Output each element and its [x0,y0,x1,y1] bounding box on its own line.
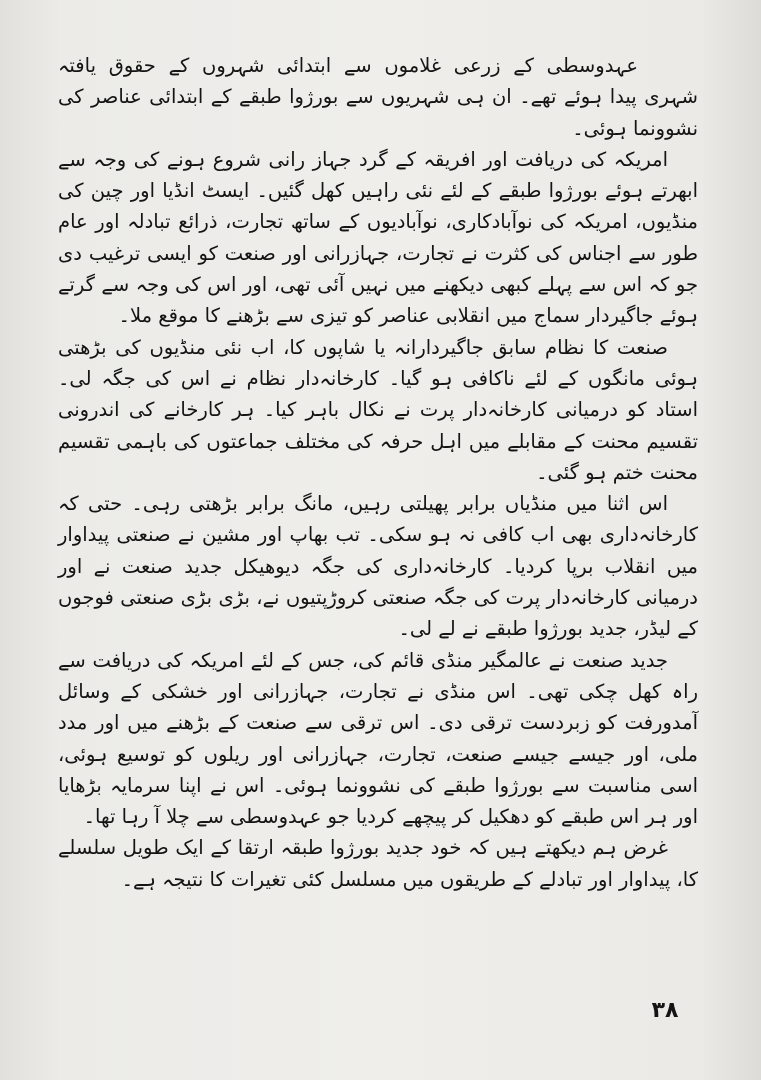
paragraph-4: اس اثنا میں منڈیاں برابر پھیلتی رہیں، مانگ برابر بڑھتی رہی۔ حتی کہ کارخانہ‌داری بھی اب کافی نہ ہو سکی۔ تب بھاپ اور مشین نے صنعتی پیداوار میں انقلاب برپا کردیا۔ کارخانہ‌داری کی جگہ دیوھیکل جدید صنعت نے اور درمیانی کارخانہ‌دار پرت کی جگہ صنعتی کروڑپتیوں نے، بڑی بڑی صنعتی فوجوں کے لیڈر، جدید بورژوا طبقے نے لے لی۔ [58,492,698,641]
paragraph-6: غرض ہم دیکھتے ہیں کہ خود جدید بورژوا طبقہ ارتقا کے ایک طویل سلسلے کا، پیداوار اور تبادلے کے طریقوں میں مسلسل کئی تغیرات کا نتیجہ ہے۔ [58,836,698,891]
body-text [58,50,698,895]
paragraph-2: امریکہ کی دریافت اور افریقہ کے گرد جہاز رانی شروع ہونے کی وجہ سے ابھرتے ہوئے بورژوا طبقے کے لئے نئی راہیں کھل گئیں۔ ایسٹ انڈیا اور چین کی منڈیوں، امریکہ کی نوآبادکاری، نوآبادیوں کے ساتھ تجارت، ذرائع تبادلہ اور عام طور سے اجناس کی کثرت نے تجارت، جہازرانی اور صنعت کو ایسی ترغیب دی جو کہ اس سے پہلے کبھی دیکھنے میں نہیں آئی تھی، اور اس کی وجہ سے گرتے ہوئے جاگیردار سماج میں انقلابی عناصر کو تیزی سے بڑھنے کا موقع ملا۔ [58,147,698,328]
paragraph-3: صنعت کا نظام سابق جاگیردارانہ یا شاپوں کا، اب نئی منڈیوں کی بڑھتی ہوئی مانگوں کے لئے ناکافی ہو گیا۔ کارخانہ‌دار نظام نے اس کی جگہ لی۔ استاد کو درمیانی کارخانہ‌دار پرت نے نکال باہر کیا۔ ہر کارخانے کی اندرونی تقسیم محنت کے مقابلے میں اہل حرفہ کی مختلف جماعتوں کی باہمی تقسیم محنت ختم ہو گئی۔ [58,335,698,484]
paragraph-1: عہدوسطی کے زرعی غلاموں سے ابتدائی شہروں کے حقوق یافتہ شہری پیدا ہوئے تھے۔ ان ہی شہریوں سے بورژوا طبقے کے ابتدائی عناصر کی نشوونما ہوئی۔ [58,54,698,140]
paragraph-5: جدید صنعت نے عالمگیر منڈی قائم کی، جس کے لئے امریکہ کی دریافت سے راہ کھل چکی تھی۔ اس منڈی نے تجارت، جہازرانی اور خشکی کے وسائل آمدورفت کو زبردست ترقی دی۔ اس ترقی سے صنعت کے بڑھنے میں اور مدد ملی، اور جیسے جیسے صنعت، تجارت، جہازرانی اور ریلوں کو توسیع ہوئی، اسی مناسبت سے بورژوا طبقے کی نشوونما ہوئی۔ اس نے اپنا سرمایہ بڑھایا اور ہر اس طبقے کو دھکیل کر پیچھے کردیا جو عہدوسطی سے چلا آ رہا تھا۔ [58,648,698,829]
page-number: ۳۸ [651,998,679,1023]
